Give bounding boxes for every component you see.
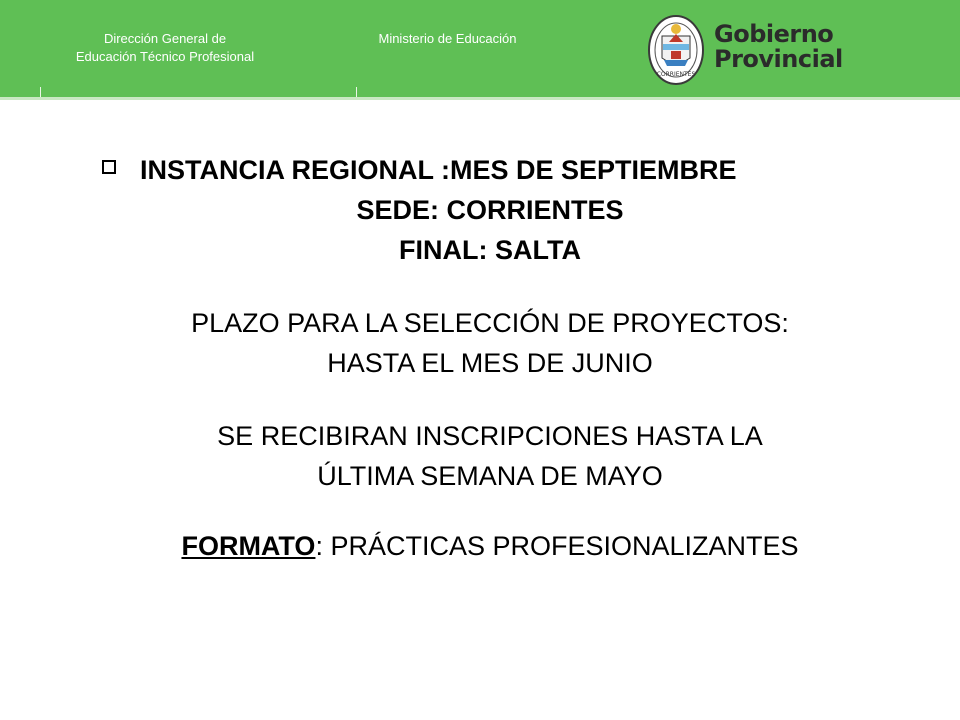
header-directorate [35,30,295,66]
gobierno-provincial-logo [714,22,843,72]
format-value: : PRÁCTICAS PROFESIONALIZANTES [315,531,799,561]
venue-line: SEDE: CORRIENTES [356,195,624,225]
corrientes-emblem-icon [647,14,705,86]
header-band [0,0,960,100]
deadline-line1: PLAZO PARA LA SELECCIÓN DE PROYECTOS: [191,308,789,338]
final-line: FINAL: SALTA [399,235,581,265]
header-directorate-line1: Dirección General de [103,31,227,46]
slide-body [100,150,880,566]
header-directorate-line2: Educación Técnico Profesional [75,49,255,64]
header-ministry: Ministerio de Educación [378,31,517,46]
checkbox-square-icon [102,160,116,174]
regional-instance-line: INSTANCIA REGIONAL :MES DE SEPTIEMBRE [140,155,737,185]
emblem-label: CORRIENTES [656,71,696,78]
bullet-item [100,150,880,190]
header-tick-middle [356,87,357,97]
format-line [100,526,880,566]
registration-line1: SE RECIBIRAN INSCRIPCIONES HASTA LA [217,421,763,451]
header-tick-left [40,87,41,97]
gov-line2: Provincial [714,45,843,73]
deadline-line2: HASTA EL MES DE JUNIO [327,348,653,378]
gov-line1: Gobierno [714,20,834,48]
registration-line2: ÚLTIMA SEMANA DE MAYO [317,461,663,491]
format-label: FORMATO [181,531,316,561]
